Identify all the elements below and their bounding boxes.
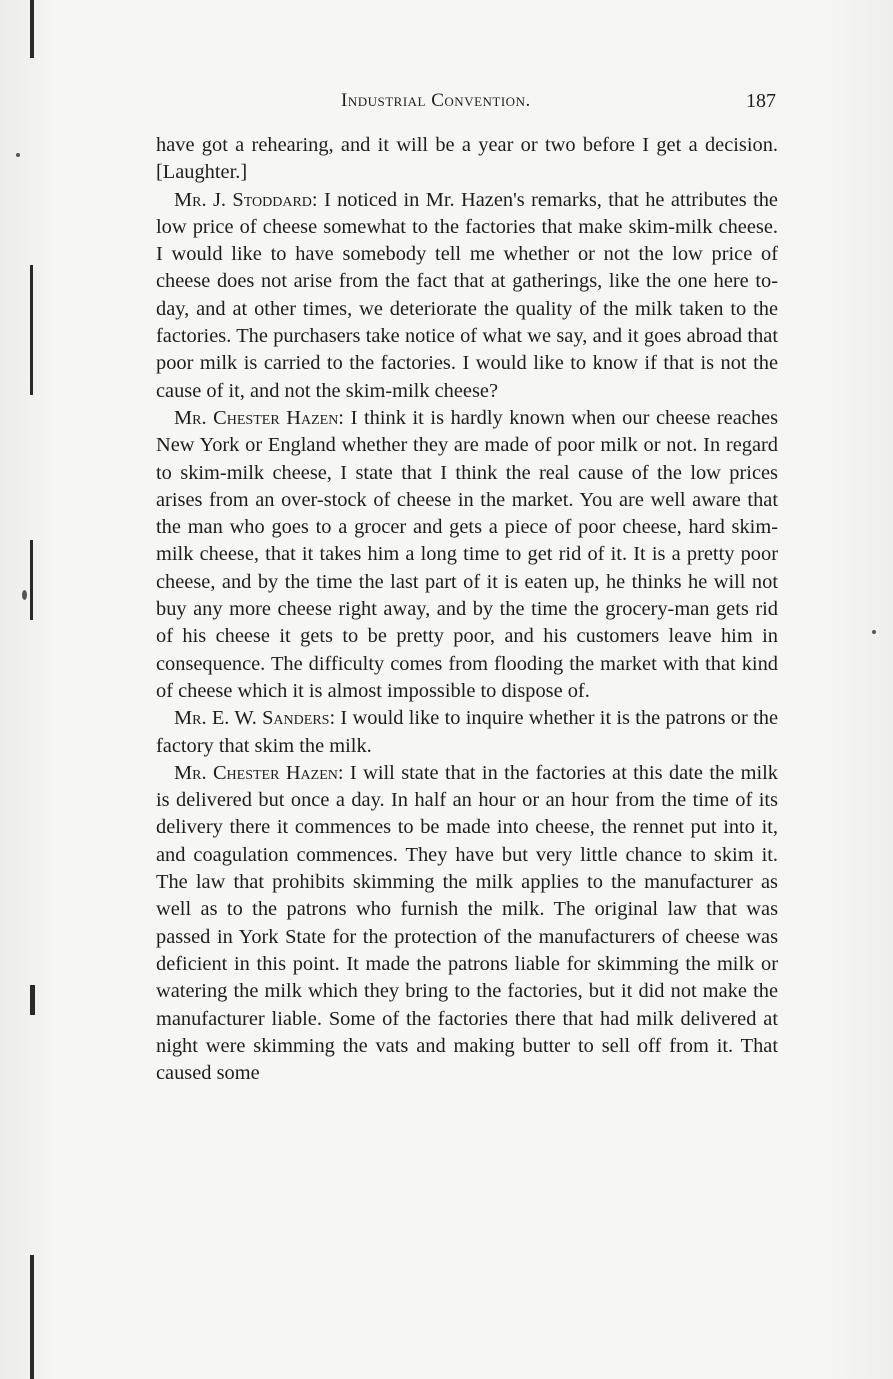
paragraph bbox=[156, 187, 778, 405]
ink-speck bbox=[22, 590, 27, 600]
binding-edge-mark bbox=[30, 985, 35, 1015]
paragraph bbox=[156, 705, 778, 760]
binding-edge-mark bbox=[30, 1255, 34, 1379]
speaker-name: Mr. E. W. Sanders: bbox=[174, 707, 336, 730]
ink-speck bbox=[16, 153, 20, 157]
speaker-name: Mr. J. Stoddard: bbox=[174, 188, 318, 211]
paragraph bbox=[156, 132, 778, 187]
paragraph bbox=[156, 405, 778, 705]
paragraph-text: I will state that in the factories at this date the milk is delivered but once a day. In half an hour or an hour from the time of its delivery there it commences to be made into cheese, the rennet put into it, and coagulation commences. They have but very little chance to skim it. The law that prohibits skimming the milk applies to the manufacturer as well as to the patrons who furnish the milk. The original law that was passed in York State for the protection of the manufacturers of cheese was deficient in this point. It made the patrons liable for skimming the milk or watering the milk which they bring to the factories, but it did not make the manufacturer liable. Some of the factories there that had milk delivered at night were skimming the vats and making butter to sell off from it. That caused some bbox=[156, 761, 778, 1085]
paragraph-text: I noticed in Mr. Hazen's remarks, that he attributes the low price of cheese somewhat to the factories that make skim-milk cheese. I would like to have somebody tell me whether or not the low price of cheese does not arise from the fact that at gatherings, like the one here to-day, and at other times, we deteriorate the quality of the milk taken to the factories. The purchasers take notice of what we say, and it goes abroad that poor milk is carried to the factories. I would like to know if that is not the cause of it, and not the skim-milk cheese? bbox=[156, 188, 778, 402]
speaker-name: Mr. Chester Hazen: bbox=[174, 406, 344, 429]
running-head: Industrial Convention. bbox=[341, 90, 531, 111]
page-header bbox=[158, 88, 776, 116]
binding-edge-mark bbox=[30, 265, 33, 395]
paragraph-text: I think it is hardly known when our cheese reaches New York or England whether they are made of poor milk or not. In regard to skim-milk cheese, I state that I think the real cause of the low prices arises from an over-stock of cheese in the market. You are well aware that the man who goes to a grocer and gets a piece of poor cheese, hard skim-milk cheese, that it takes him a long time to get rid of it. It is a pretty poor cheese, and by the time the last part of it is eaten up, he thinks he will not buy any more cheese right away, and by the time the grocery-man gets rid of his cheese it gets to be pretty poor, and his customers leave him in consequence. The difficulty comes from flooding the market with that kind of cheese which it is almost impossible to dispose of. bbox=[156, 406, 779, 702]
paragraph-text: I would like to inquire whether it is the patrons or the factory that skim the milk. bbox=[156, 707, 778, 757]
paragraph bbox=[156, 760, 778, 1088]
speaker-name: Mr. Chester Hazen: bbox=[174, 761, 344, 784]
binding-edge-mark bbox=[30, 540, 33, 620]
page-number: 187 bbox=[746, 90, 776, 112]
body-text bbox=[156, 132, 778, 1087]
paragraph-text: have got a rehearing, and it will be a year or two before I get a decision. [Laughter.] bbox=[156, 134, 778, 184]
ink-speck bbox=[872, 630, 876, 634]
binding-edge-mark bbox=[30, 0, 34, 58]
